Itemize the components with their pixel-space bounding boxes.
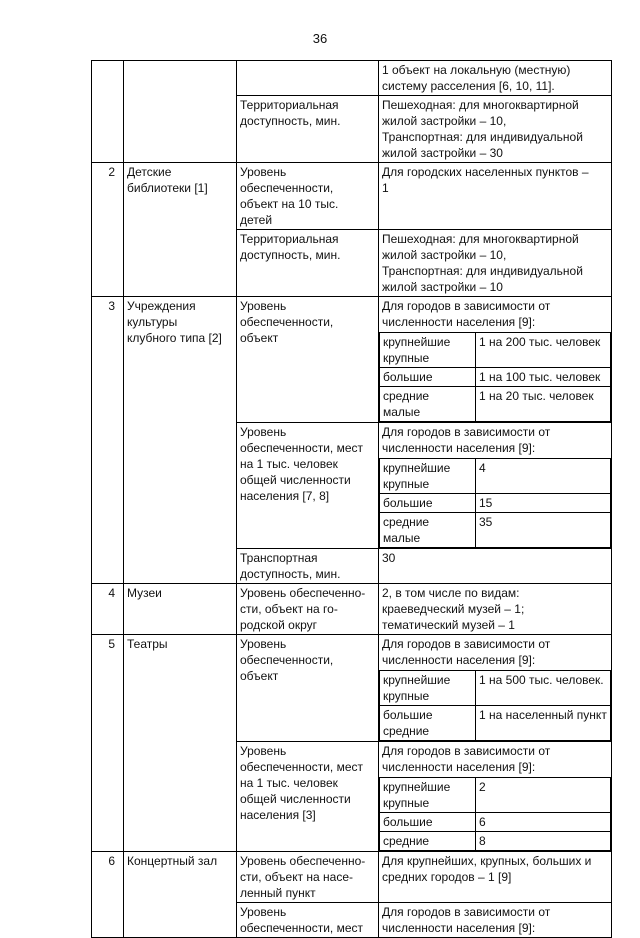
city-size-value: 1 на 200 тыс. человек <box>476 333 611 368</box>
value-cell <box>379 549 612 584</box>
text-line: Театры <box>127 637 168 651</box>
text-line: крупные <box>383 477 430 491</box>
condition-heading <box>379 297 611 331</box>
value-cell <box>379 230 612 297</box>
parameter-cell <box>237 635 379 742</box>
text-line: Для городов в зависимости от <box>382 425 551 439</box>
text-line: доступность, мин. <box>240 248 341 262</box>
text-line: обеспеченности, мест <box>240 760 363 774</box>
text-line: Для городов в зависимости от <box>382 637 551 651</box>
text-line: Для крупнейших, крупных, больших и <box>382 854 592 868</box>
facility-name-cell <box>124 584 237 635</box>
text-line: Уровень <box>240 744 287 758</box>
norms-table <box>91 60 612 938</box>
text-line: детей <box>240 213 273 227</box>
value-cell <box>379 742 612 852</box>
text-line: населения [3] <box>240 808 316 822</box>
text-line: сти, объект на го- <box>240 602 338 616</box>
text-line: объект на 10 тыс. <box>240 197 339 211</box>
text-line: большие <box>383 708 433 722</box>
text-line: численности населения [9]: <box>382 653 536 667</box>
value-cell <box>379 903 612 938</box>
text-line: Для городов в зависимости от <box>382 905 551 919</box>
text-line: Концертный зал <box>127 854 218 868</box>
parameter-cell <box>237 163 379 230</box>
parameter-cell <box>237 852 379 903</box>
text-line: библиотеки [1] <box>127 181 208 195</box>
text-line: 1 объект на локальную (местную) <box>382 63 571 77</box>
value-cell <box>379 163 612 230</box>
text-line: доступность, мин. <box>240 114 341 128</box>
text-line: сти, объект на насе- <box>240 870 354 884</box>
text-line: численности населения [9]: <box>382 441 536 455</box>
value-cell <box>379 852 612 903</box>
city-size-label <box>380 459 476 494</box>
city-size-label <box>380 333 476 368</box>
text-line: объект <box>240 669 279 683</box>
subtable-row <box>380 333 611 368</box>
text-line: крупнейшие <box>383 461 451 475</box>
parameter-cell <box>237 549 379 584</box>
text-line: клубного типа [2] <box>127 331 222 345</box>
city-size-subtable <box>379 670 611 741</box>
parameter-cell <box>237 903 379 938</box>
parameter-cell <box>237 61 379 96</box>
city-size-value: 1 на 500 тыс. человек. <box>476 671 611 706</box>
city-size-label <box>380 778 476 813</box>
subtable-row <box>380 778 611 813</box>
text-line: Уровень обеспеченно- <box>240 586 366 600</box>
text-line: Для городов в зависимости от <box>382 299 551 313</box>
table-row <box>92 61 612 96</box>
text-line: 30 <box>382 551 396 565</box>
subtable-row <box>380 813 611 832</box>
text-line: Музеи <box>127 586 162 600</box>
city-size-value: 1 на 20 тыс. человек <box>476 387 611 422</box>
row-number-cell: 6 <box>92 852 124 938</box>
text-line: жилой застройки – 10, <box>382 114 507 128</box>
text-line: жилой застройки – 10, <box>382 248 507 262</box>
condition-heading <box>379 423 611 457</box>
text-line: Уровень <box>240 425 287 439</box>
text-line: обеспеченности, <box>240 653 334 667</box>
city-size-subtable <box>379 458 611 548</box>
city-size-value: 4 <box>476 459 611 494</box>
text-line: большие <box>383 370 433 384</box>
text-line: Территориальная <box>240 98 339 112</box>
text-line: Уровень обеспеченно- <box>240 854 366 868</box>
text-line: Уровень <box>240 637 287 651</box>
value-cell <box>379 96 612 163</box>
city-size-label <box>380 671 476 706</box>
text-line: Учреждения <box>127 299 196 313</box>
city-size-value: 15 <box>476 494 611 513</box>
text-line: жилой застройки – 30 <box>382 146 503 160</box>
facility-name-cell <box>124 61 237 163</box>
condition-heading <box>379 635 611 669</box>
text-line: средние <box>383 389 430 403</box>
city-size-label <box>380 813 476 832</box>
subtable-row <box>380 832 611 851</box>
city-size-value: 1 на 100 тыс. человек <box>476 368 611 387</box>
text-line: Детские <box>127 165 172 179</box>
city-size-label <box>380 832 476 851</box>
text-line: средних городов – 1 [9] <box>382 870 512 884</box>
text-line: большие <box>383 496 433 510</box>
text-line: крупные <box>383 796 430 810</box>
city-size-value: 8 <box>476 832 611 851</box>
city-size-value: 2 <box>476 778 611 813</box>
text-line: населения [7, 8] <box>240 489 330 503</box>
value-cell <box>379 584 612 635</box>
text-line: средние <box>383 834 430 848</box>
parameter-cell <box>237 742 379 852</box>
subtable-row <box>380 459 611 494</box>
text-line: культуры <box>127 315 178 329</box>
row-number-cell <box>92 61 124 163</box>
text-line: средние <box>383 724 430 738</box>
text-line: численности населения [9]: <box>382 315 536 329</box>
value-cell <box>379 635 612 742</box>
value-cell <box>379 61 612 96</box>
text-line: численности населения [9]: <box>382 921 536 935</box>
text-line: общей численности <box>240 792 351 806</box>
text-line: Уровень <box>240 905 287 919</box>
table-row <box>92 297 612 423</box>
text-line: Транспортная <box>240 551 318 565</box>
text-line: жилой застройки – 10 <box>382 280 503 294</box>
row-number-cell: 2 <box>92 163 124 297</box>
facility-name-cell <box>124 852 237 938</box>
city-size-label <box>380 494 476 513</box>
text-line: Пешеходная: для многоквартирной <box>382 98 579 112</box>
text-line: 1 <box>382 181 389 195</box>
text-line: средние <box>383 515 430 529</box>
facility-name-cell <box>124 635 237 852</box>
table-row <box>92 635 612 742</box>
city-size-subtable <box>379 777 611 851</box>
table-row <box>92 852 612 903</box>
parameter-cell <box>237 230 379 297</box>
page-number: 36 <box>312 31 328 46</box>
parameter-cell <box>237 423 379 549</box>
row-number-cell: 4 <box>92 584 124 635</box>
text-line: крупнейшие <box>383 780 451 794</box>
text-line: 2, в том числе по видам: <box>382 586 520 600</box>
text-line: на 1 тыс. человек <box>240 457 338 471</box>
text-line: крупнейшие <box>383 335 451 349</box>
subtable-row <box>380 706 611 741</box>
text-line: крупные <box>383 351 430 365</box>
text-line: систему расселения [6, 10, 11]. <box>382 79 555 93</box>
city-size-subtable <box>379 332 611 422</box>
parameter-cell <box>237 96 379 163</box>
city-size-value: 35 <box>476 513 611 548</box>
text-line: Транспортная: для индивидуальной <box>382 264 583 278</box>
table-row <box>92 584 612 635</box>
text-line: Для городов в зависимости от <box>382 744 551 758</box>
value-cell <box>379 297 612 423</box>
text-line: крупные <box>383 689 430 703</box>
text-line: на 1 тыс. человек <box>240 776 338 790</box>
city-size-value: 1 на населенный пункт <box>476 706 611 741</box>
parameter-cell <box>237 297 379 423</box>
text-line: доступность, мин. <box>240 567 341 581</box>
text-line: большие <box>383 815 433 829</box>
value-cell <box>379 423 612 549</box>
city-size-label <box>380 368 476 387</box>
subtable-row <box>380 387 611 422</box>
text-line: Территориальная <box>240 232 339 246</box>
text-line: Уровень <box>240 165 287 179</box>
text-line: численности населения [9]: <box>382 760 536 774</box>
table-row <box>92 163 612 230</box>
city-size-label <box>380 706 476 741</box>
subtable-row <box>380 494 611 513</box>
text-line: тематический музей – 1 <box>382 618 515 632</box>
facility-name-cell <box>124 297 237 584</box>
subtable-row <box>380 513 611 548</box>
city-size-label <box>380 513 476 548</box>
text-line: общей численности <box>240 473 351 487</box>
text-line: родской округ <box>240 618 318 632</box>
text-line: обеспеченности, мест <box>240 921 363 935</box>
parameter-cell <box>237 584 379 635</box>
text-line: Пешеходная: для многоквартирной <box>382 232 579 246</box>
text-line: Для городских населенных пунктов – <box>382 165 589 179</box>
text-line: объект <box>240 331 279 345</box>
text-line: Транспортная: для индивидуальной <box>382 130 583 144</box>
subtable-row <box>380 671 611 706</box>
text-line: Уровень <box>240 299 287 313</box>
subtable-row <box>380 368 611 387</box>
text-line: обеспеченности, <box>240 315 334 329</box>
condition-heading <box>379 742 611 776</box>
text-line: малые <box>383 405 421 419</box>
row-number-cell: 5 <box>92 635 124 852</box>
city-size-value: 6 <box>476 813 611 832</box>
text-line: краеведческий музей – 1; <box>382 602 525 616</box>
row-number-cell: 3 <box>92 297 124 584</box>
text-line: крупнейшие <box>383 673 451 687</box>
text-line: обеспеченности, <box>240 181 334 195</box>
facility-name-cell <box>124 163 237 297</box>
text-line: обеспеченности, мест <box>240 441 363 455</box>
city-size-label <box>380 387 476 422</box>
text-line: малые <box>383 531 421 545</box>
text-line: ленный пункт <box>240 886 316 900</box>
